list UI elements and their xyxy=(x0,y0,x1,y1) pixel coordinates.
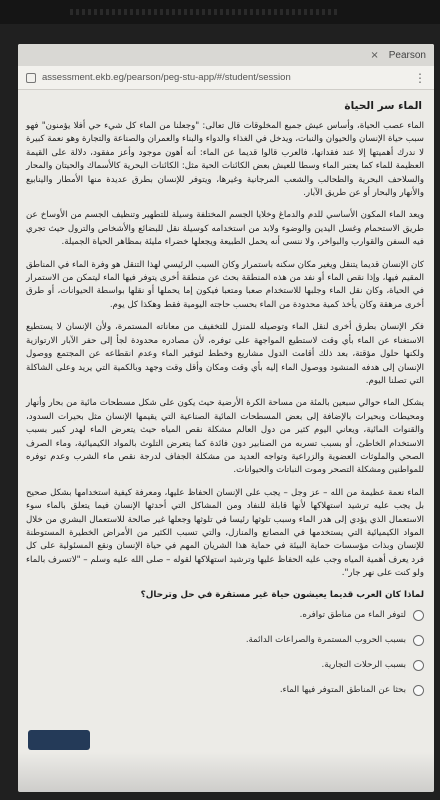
passage-paragraph: الماء عصب الحياة، وأساس عيش جميع المخلوقات قال تعالى: "وجعلنا من الماء كل شيء حي أفلا يؤمنون" فهو سبب حياة الإنسان والحيوان والنبات، ويدخل في الغذاء والدواء والبناء والعمران والصناعة والتجارة وهو نعمة كبيرة لا ندرك أهميتها إلا عند فقدانها، فالعرب قالوا قديما عن الماء: أنه أهون موجود وأعز مفقود، دلالة على القيمة العظيمة للماء كما يعتبر الماء وسطا للعيش بعض الكائنات الحية مثل: الكائنات البحرية كالأسماك والحيتان والمحار والسلاحف البحرية والطحالب والشعب المرجانية وغيرها، ويتوفر للإنسان بطرق عديدة منها الأمطار والينابيع والأنهار والبحار أو عن طريق الآبار. xyxy=(26,121,424,199)
answer-option-label: بحثا عن المناطق المتوفر فيها الماء. xyxy=(279,685,406,696)
address-bar[interactable] xyxy=(18,66,434,90)
radio-button[interactable] xyxy=(413,610,424,621)
tab-title[interactable]: Pearson xyxy=(388,49,426,61)
answer-option-label: بسبب الرحلات التجارية. xyxy=(321,660,406,671)
question-text: لماذا كان العرب قديما يعيشون حياة غير مستقرة في حل وترحال؟ xyxy=(140,589,424,600)
passage-paragraph: كان الإنسان قديما يتنقل ويغير مكان سكنه باستمرار وكان السبب الرئيسي لهذا التنقل هو وفرة الماء في المناطق المقيم فيها، وإذا نقص الماء أو نفد من هذه المنطقة بحث عن منطقة أخرى يتوفر فيها الماء ليتمكن من الاستمرار في الحياة، وكان نقل الماء وجلبها للاستخدام صعبا ومتعبا فيكون إما يحملها أو نقلها بواسطة الحيوانات، أو طرق أخرى مرهقة وكان يأخذ كمية محدودة من الماء بحسب حاجته اليومية فقط وهكذا كل يوم. xyxy=(26,259,424,310)
answer-options xyxy=(26,610,424,696)
status-bar-pattern xyxy=(70,9,340,15)
passage-paragraph: يشكل الماء حوالي سبعين بالمئة من مساحة الكرة الأرضية حيث يكون على شكل مسطحات مائية من بحار وأنهار ومحيطات وبحيرات بالإضافة إلى بعض المسطحات المائية الصناعية التي يقيمها الإنسان مثل بحيرات السدود، والقنوات المائية، ويعاني اليوم كثير من دول العالم مشكلة نقص المياه حيث يتعرض الماء لهدر كبير بسبب الاستخدام الخاطئ، أو بسبب تسربه من الصنابير دون فائدة كما يتعرض التلوث بالمواد الكيميائية، وماء الصرف الصحي والملوثات العضوية والزراعية وتواجه العديد من مشكلة الجفاف لدرجة نقص ماء الشرب وعدم توفره للمواطنين ومشكلة التصحر وموت النباتات والحيوانات. xyxy=(26,398,424,476)
passage-paragraph: فكر الإنسان بطرق أخرى لنقل الماء وتوصيله للمنزل للتخفيف من معاناته المستمرة، ولأن الإنسان لا يستطيع الاستغناء عن الماء بأي وقت لاستطيع المواجهة على توفره، لأن مصادره محدودة لجأ إلى حفر الآبار الارتوازية ولكنها حلول مؤقتة، بعد ذلك أقامت الدول مشاريع وخطط لتوفير الماء وعدم انقطاعه عن المجتمع ووصول الإنسان إلى هدفه المنشود ووصول الماء إليه بأي وقت ومكان وأقل وقت وجهد وبالكمية التي يريد وعلى الشاكلة التي تصلنا اليوم. xyxy=(26,322,424,386)
lock-icon xyxy=(26,73,36,83)
reading-passage xyxy=(26,100,424,720)
tab-bar xyxy=(18,44,434,66)
radio-button[interactable] xyxy=(413,660,424,671)
menu-icon[interactable]: ⋮ xyxy=(414,70,426,85)
url-text[interactable]: assessment.ekb.eg/pearson/peg-stu-app/#/student/session xyxy=(42,72,291,83)
answer-option-1[interactable] xyxy=(26,610,424,621)
answer-option-4[interactable] xyxy=(26,685,424,696)
submit-button[interactable] xyxy=(28,730,90,750)
passage-paragraph: الماء نعمة عظيمة من الله – عز وجل – يجب على الإنسان الحفاظ عليها، ومعرفة كيفية استخدامها بشكل صحيح بل يجب عليه ترشيد استهلاكها لأنها قابلة للنفاد ومن المشاكل التي أحدثها الإنسان فيما يتعلق بالماء سوء الاستعمال الذي يؤدي إلى هدر الماء وسبب تلوثها رئيسا في تلوثها وجعلها غير صالحة للاستعمال البشري من خلال المواد الكيميائية التي يستخدمها في المصانع والمنازل، والتي تسبب الكثير من الأمراض الخطيرة المستوطنة للإنسان وبذات مؤسسات حماية البيئة في حماية هذا الشريان المهم في حياة الإنسان ونقع المسئولية على كل فرد يعرف أهمية المياه وجب عليه الحفاظ عليها وترشيد استهلاكها لقوله – صلى الله عليه وسلم – "لاتسرف بالماء ولو كنت على نهر جار". xyxy=(26,487,424,579)
browser-screen xyxy=(18,44,434,792)
answer-option-label: لتوفر الماء من مناطق توافره. xyxy=(299,610,406,621)
radio-button[interactable] xyxy=(413,685,424,696)
answer-option-label: بسبب الحروب المستمرة والصراعات الدائمة. xyxy=(245,635,406,646)
answer-option-3[interactable] xyxy=(26,660,424,671)
status-bar xyxy=(0,0,440,24)
radio-button[interactable] xyxy=(413,635,424,646)
passage-paragraph: ويعد الماء المكون الأساسي للدم والدماغ وخلايا الجسم المختلفة وسيلة للتطهير وتنظيف الجسم من الأوساخ عن طريق الاستحمام وغسل اليدين والوضوء ولابد من استخدامه كوسيلة نقل للبضائع والأشخاص والترول حيث تجري فيه السفن والقوارب والبواخر، ولا ننسى أنه يحمل الطبيعة ويجعلها خضراء مليئة بمظاهر الحياة الجميلة. xyxy=(26,210,424,248)
answer-option-2[interactable] xyxy=(26,635,424,646)
tab-close-button[interactable]: × xyxy=(370,49,379,61)
passage-title: الماء سر الحياة xyxy=(344,100,422,112)
bottom-shadow xyxy=(18,752,434,792)
